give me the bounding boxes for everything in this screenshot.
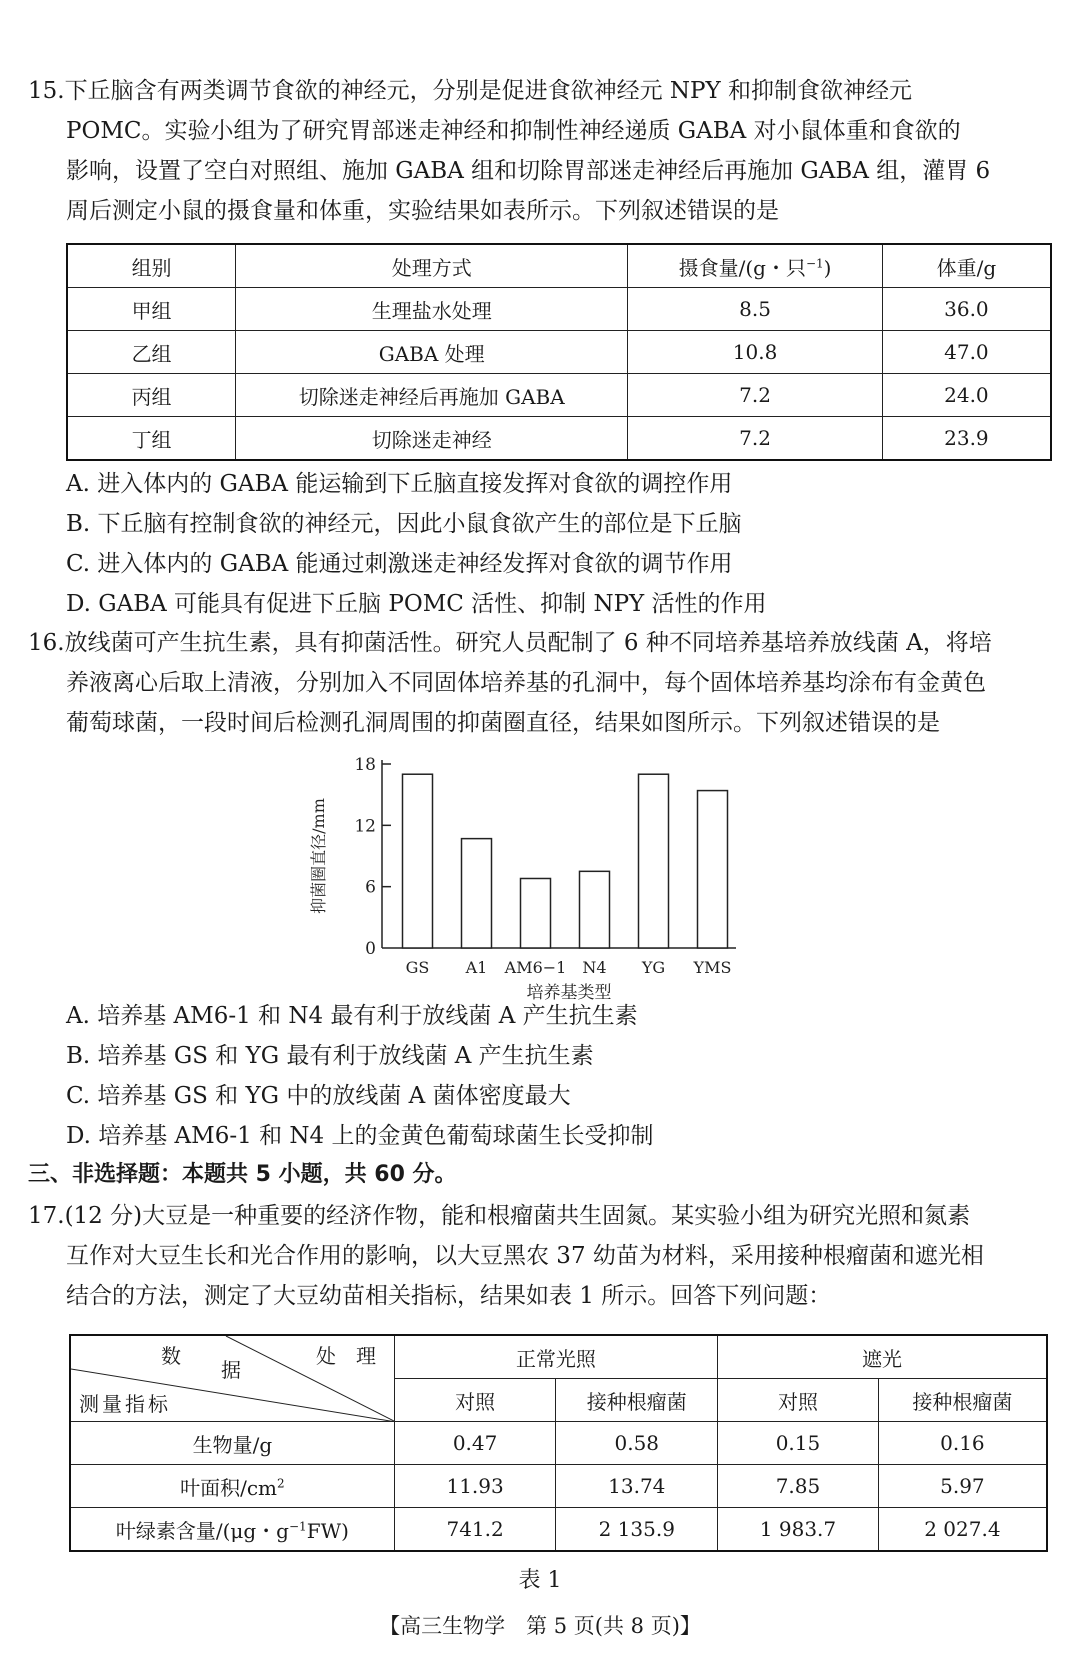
table-cell: 0.47 [394,1422,556,1465]
row-label [70,1465,394,1508]
subheader-cell: 对照 [718,1379,879,1422]
x-tick-label: AM6−1 [504,958,567,977]
q17-table [69,1334,1048,1552]
table-cell: 10.8 [628,331,883,374]
table-cell: 0.15 [718,1422,879,1465]
q16-stem-line-3: 葡萄球菌，一段时间后检测孔洞周围的抑菌圈直径，结果如图所示。下列叙述错误的是 [66,710,940,736]
group-header-shade: 遮光 [718,1335,1047,1379]
table-cell: 8.5 [628,288,883,331]
table-cell: 13.74 [556,1465,718,1508]
superscript: −1 [288,1518,307,1533]
table-cell: 741.2 [394,1508,556,1552]
subheader-cell: 对照 [394,1379,556,1422]
q16-option-d[interactable]: D. 培养基 AM6-1 和 N4 上的金黄色葡萄球菌生长受抑制 [66,1123,654,1149]
corner-label-treatment: 处 理 [316,1344,376,1368]
y-axis-label: 抑菌圈直径/mm [309,798,328,914]
header-text: ) [823,255,832,280]
q17-stem-line-1: 17.(12 分)大豆是一种重要的经济作物，能和根瘤菌共生固氮。某实验小组为研究光照和氮素 [28,1203,971,1229]
x-tick-label: N4 [582,958,607,977]
header-text: 摄食量/(g・只 [678,255,806,280]
header-cell [628,244,883,288]
table-cell: 1 983.7 [718,1508,879,1552]
row-label: 生物量/g [70,1422,394,1465]
y-tick-label: 6 [365,877,376,898]
q15-option-c[interactable]: C. 进入体内的 GABA 能通过刺激迷走神经发挥对食欲的调节作用 [66,551,733,577]
table-cell: 0.58 [556,1422,718,1465]
q16-stem-line-1: 16.放线菌可产生抗生素，具有抑菌活性。研究人员配制了 6 种不同培养基培养放线菌 A，将培 [28,630,992,656]
q16-option-b[interactable]: B. 培养基 GS 和 YG 最有利于放线菌 A 产生抗生素 [66,1043,594,1069]
q16-option-c[interactable]: C. 培养基 GS 和 YG 中的放线菌 A 菌体密度最大 [66,1083,571,1109]
page-footer: 【高三生物学 第 5 页(共 8 页)】 [379,1614,701,1638]
q15-stem-line-4: 周后测定小鼠的摄食量和体重，实验结果如表所示。下列叙述错误的是 [66,198,779,224]
table-cell: 7.2 [628,374,883,417]
x-tick-label: YMS [693,958,732,977]
row-label [70,1508,394,1552]
table-row [67,417,1051,461]
table-cell: 5.97 [878,1465,1047,1508]
table-caption: 表 1 [518,1568,562,1593]
table-cell: 0.16 [878,1422,1047,1465]
table-row [70,1465,1047,1508]
table-cell: 丙组 [67,374,236,417]
table-cell: 丁组 [67,417,236,461]
x-tick-label: A1 [465,958,488,977]
table-cell: GABA 处理 [236,331,628,374]
table-cell: 2 135.9 [556,1508,718,1552]
header-cell: 处理方式 [236,244,628,288]
table-row [67,331,1051,374]
q15-stem-line-3: 影响，设置了空白对照组、施加 GABA 组和切除胃部迷走神经后再施加 GABA 组，灌胃 6 [66,158,991,184]
section-heading: 三、非选择题：本题共 5 小题，共 60 分。 [28,1162,457,1187]
superscript: 2 [277,1475,285,1490]
q15-option-d[interactable]: D. GABA 可能具有促进下丘脑 POMC 活性、抑制 NPY 活性的作用 [66,591,767,617]
corner-label-data-2: 据 [221,1358,241,1382]
group-header-normal-light: 正常光照 [394,1335,717,1379]
bar-AM6−1 [521,878,551,948]
table-header-row [70,1335,1047,1379]
table-cell: 7.85 [718,1465,879,1508]
x-axis-label: 培养基类型 [526,983,612,1000]
q17-stem-line-2: 互作对大豆生长和光合作用的影响，以大豆黑农 37 幼苗为材料，采用接种根瘤菌和遮光相 [66,1243,984,1269]
table-cell: 36.0 [882,288,1051,331]
bar-YMS [698,791,728,948]
subheader-cell: 接种根瘤菌 [556,1379,718,1422]
q15-table [66,243,1052,461]
header-cell: 组别 [67,244,236,288]
diagonal-header-cell [70,1335,394,1422]
table-cell: 切除迷走神经 [236,417,628,461]
table-cell: 24.0 [882,374,1051,417]
table-row [67,374,1051,417]
table-cell: 11.93 [394,1465,556,1508]
corner-label-data-1: 数 [161,1344,181,1368]
bar-GS [403,774,433,948]
q15-option-a[interactable]: A. 进入体内的 GABA 能运输到下丘脑直接发挥对食欲的调控作用 [66,471,733,497]
table-row [70,1422,1047,1465]
subheader-cell: 接种根瘤菌 [878,1379,1047,1422]
table-row [67,288,1051,331]
row-label-tail: FW) [306,1518,349,1543]
table-row [70,1508,1047,1552]
table-cell: 甲组 [67,288,236,331]
q15-stem-line-1: 15.下丘脑含有两类调节食欲的神经元，分别是促进食欲神经元 NPY 和抑制食欲神经元 [28,78,912,104]
q16-option-a[interactable]: A. 培养基 AM6-1 和 N4 最有利于放线菌 A 产生抗生素 [66,1003,638,1029]
table-cell: 2 027.4 [878,1508,1047,1552]
bar-N4 [580,871,610,948]
table-header-row [67,244,1051,288]
table-cell: 生理盐水处理 [236,288,628,331]
row-label-text: 叶面积/cm [180,1475,278,1500]
x-tick-label: GS [405,958,430,977]
header-cell: 体重/g [882,244,1051,288]
y-tick-label: 18 [354,755,376,775]
table-cell: 切除迷走神经后再施加 GABA [236,374,628,417]
corner-label-metric: 测量指标 [79,1392,171,1416]
table-cell: 23.9 [882,417,1051,461]
table-cell: 47.0 [882,331,1051,374]
x-tick-label: YG [641,958,666,977]
q17-stem-line-3: 结合的方法，测定了大豆幼苗相关指标，结果如表 1 所示。回答下列问题： [66,1283,832,1309]
q15-option-b[interactable]: B. 下丘脑有控制食欲的神经元，因此小鼠食欲产生的部位是下丘脑 [66,511,742,537]
y-tick-label: 0 [365,939,376,959]
bar-A1 [462,839,492,948]
row-label-text: 叶绿素含量/(μg・g [115,1518,289,1543]
table-cell: 7.2 [628,417,883,461]
bar-chart [300,740,760,1000]
q15-stem-line-2: POMC。实验小组为了研究胃部迷走神经和抑制性神经递质 GABA 对小鼠体重和食欲的 [66,118,961,144]
superscript: −1 [805,255,824,270]
table-cell: 乙组 [67,331,236,374]
bar-YG [639,774,669,948]
y-tick-label: 12 [354,816,376,837]
q16-stem-line-2: 养液离心后取上清液，分别加入不同固体培养基的孔洞中，每个固体培养基均涂布有金黄色 [66,670,986,696]
